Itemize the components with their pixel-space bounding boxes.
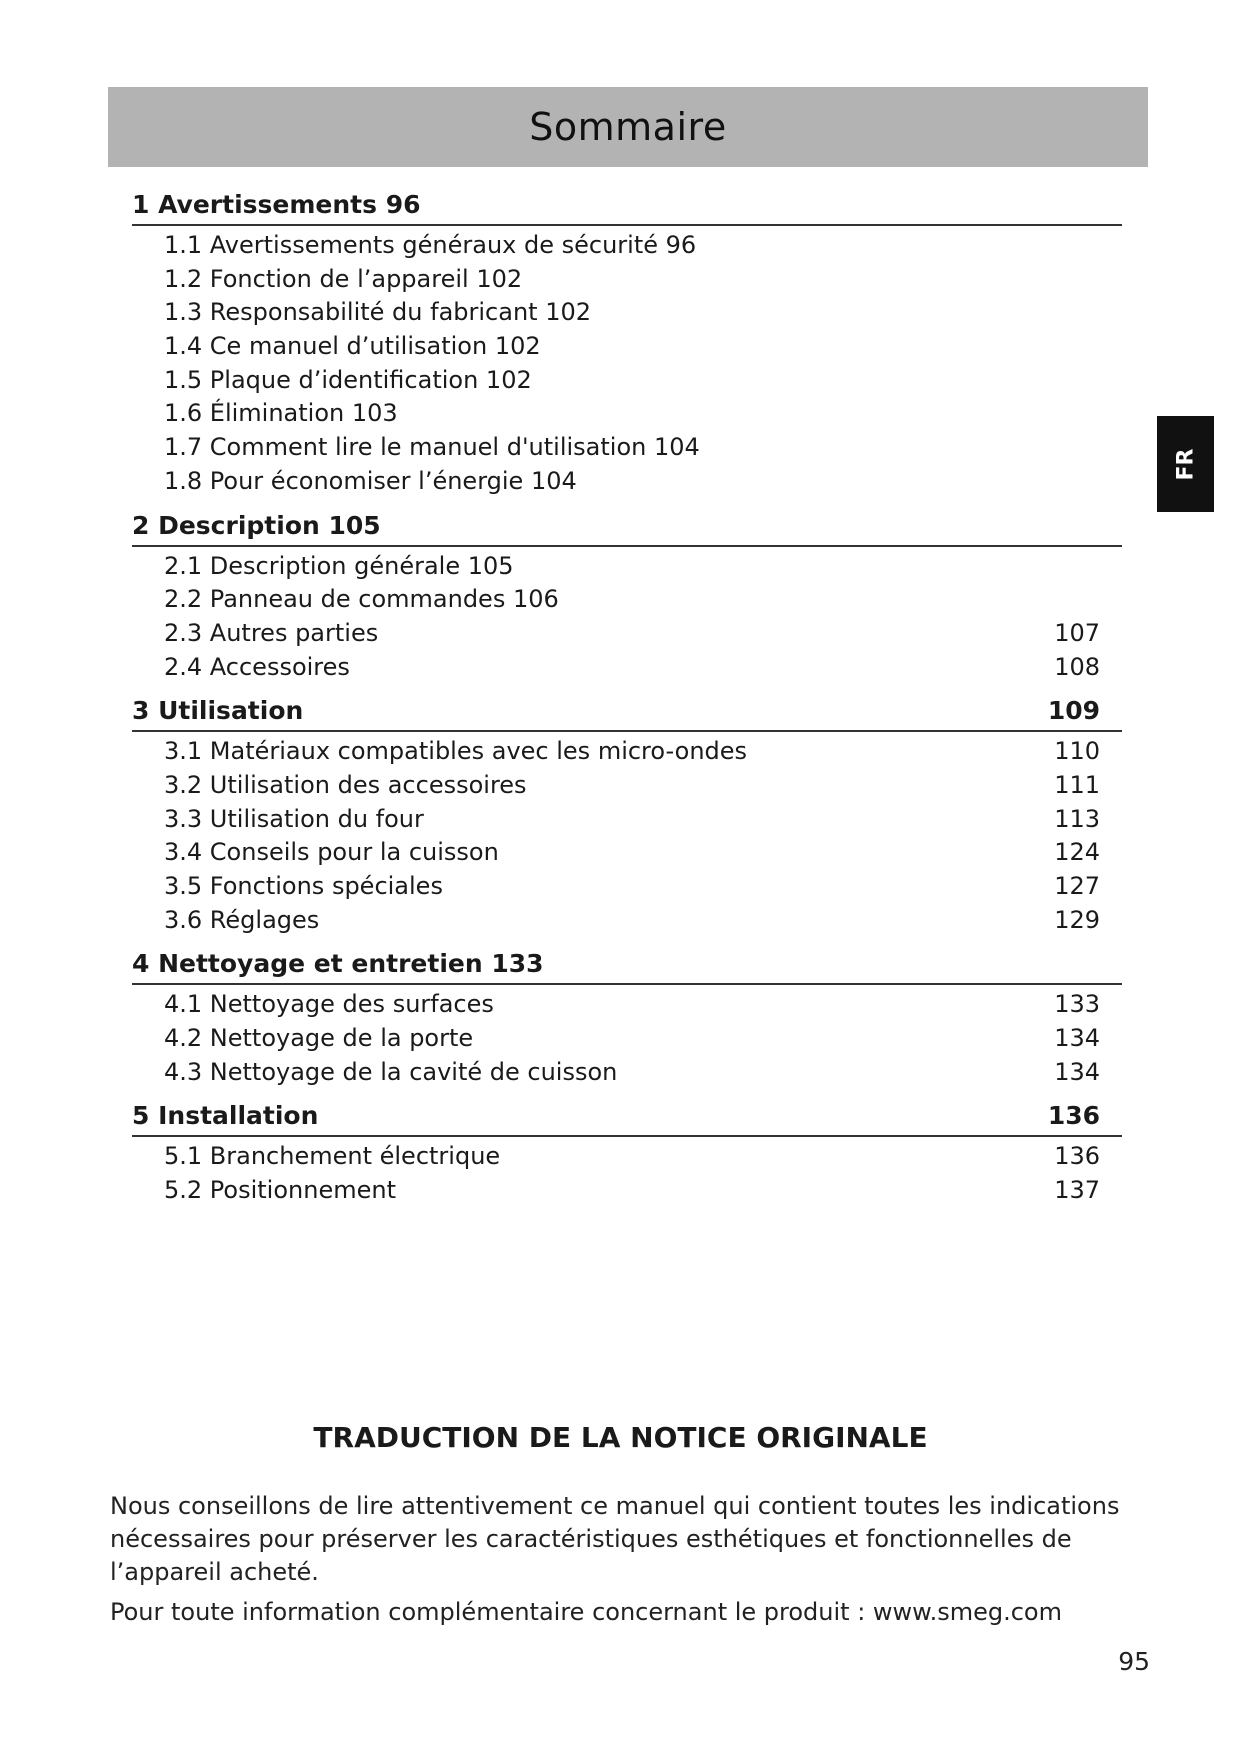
toc-item-label: 1.2 Fonction de l’appareil 102 xyxy=(164,264,523,293)
notice-contact: Pour toute information complémentaire concernant le produit : www.smeg.com xyxy=(110,1598,1062,1626)
toc-item-page xyxy=(1100,296,1122,330)
toc-item-label: 4.2 Nettoyage de la porte xyxy=(164,1024,474,1053)
toc-item-page xyxy=(1100,465,1122,499)
toc-item-label: 3.4 Conseils pour la cuisson xyxy=(164,838,499,867)
toc-item-page: 107 xyxy=(1054,618,1100,647)
toc-item[interactable] xyxy=(132,836,1122,870)
toc-item-page: 133 xyxy=(1054,990,1100,1019)
toc-item-page: 111 xyxy=(1054,770,1100,799)
notice-body: Nous conseillons de lire attentivement ce manuel qui contient toutes les indications nécessaires pour préserver les caractéristiques esthétiques et fonctionnelles de l’appareil acheté. xyxy=(110,1492,1120,1586)
toc-section-title: 3 Utilisation xyxy=(132,696,304,726)
toc-section-page: 136 xyxy=(1047,1101,1100,1131)
toc-item-label: 1.5 Plaque d’identification 102 xyxy=(164,365,532,394)
toc-item[interactable] xyxy=(132,465,1122,499)
toc-item[interactable] xyxy=(132,1022,1122,1056)
toc-item-page xyxy=(1100,431,1122,465)
toc-item-label: 5.2 Positionnement xyxy=(164,1176,396,1205)
toc-item-label: 1.1 Avertissements généraux de sécurité 96 xyxy=(164,231,697,259)
toc-section xyxy=(132,945,1122,1089)
toc-section xyxy=(132,507,1122,685)
toc-item[interactable] xyxy=(132,330,1122,364)
toc-item-label: 1.3 Responsabilité du fabricant 102 xyxy=(164,298,592,327)
toc-item[interactable] xyxy=(132,1056,1122,1090)
language-tab xyxy=(1157,416,1214,512)
toc-item-page: 134 xyxy=(1054,1057,1100,1086)
toc-item[interactable] xyxy=(132,735,1122,769)
notice-heading: TRADUCTION DE LA NOTICE ORIGINALE xyxy=(313,1421,928,1454)
toc-item-list xyxy=(132,226,1122,499)
toc-section-page: 109 xyxy=(1047,696,1100,726)
toc-item-list xyxy=(132,985,1122,1089)
toc-item-page: 129 xyxy=(1054,905,1100,934)
toc-item-page: 134 xyxy=(1054,1024,1100,1053)
toc-item-page: 110 xyxy=(1054,737,1100,766)
page-title: Sommaire xyxy=(529,105,727,149)
toc-item-page xyxy=(1100,364,1122,398)
toc-item-label: 1.8 Pour économiser l’énergie 104 xyxy=(164,466,577,495)
toc-section-title: 1 Avertissements 96 xyxy=(132,190,421,219)
toc-item-label: 2.1 Description générale 105 xyxy=(164,551,514,580)
toc-section xyxy=(132,1097,1122,1207)
toc-section-heading[interactable] xyxy=(132,692,1122,732)
toc-item-label: 2.2 Panneau de commandes 106 xyxy=(164,585,559,614)
toc-section-title: 4 Nettoyage et entretien 133 xyxy=(132,949,544,979)
toc-item-page: 108 xyxy=(1054,652,1100,681)
toc-item[interactable] xyxy=(132,229,1122,263)
title-bar xyxy=(108,87,1148,167)
toc-item-label: 3.6 Réglages xyxy=(164,905,320,934)
toc-item-label: 3.1 Matériaux compatibles avec les micro-ondes xyxy=(164,737,748,766)
toc-item-label: 3.5 Fonctions spéciales xyxy=(164,872,443,900)
toc-item-page: 136 xyxy=(1054,1142,1100,1171)
toc-item-label: 3.3 Utilisation du four xyxy=(164,804,424,833)
toc-item[interactable] xyxy=(132,431,1122,465)
toc-item[interactable] xyxy=(132,988,1122,1022)
toc-item-label: 1.4 Ce manuel d’utilisation 102 xyxy=(164,332,541,361)
toc-section-heading[interactable] xyxy=(132,945,1122,985)
toc-item-page xyxy=(1100,397,1122,431)
toc-item[interactable] xyxy=(132,263,1122,297)
toc-item-list xyxy=(132,1137,1122,1207)
toc-section xyxy=(132,692,1122,937)
toc-item[interactable] xyxy=(132,1140,1122,1174)
toc-item-page: 113 xyxy=(1054,804,1100,833)
language-tab-label: FR xyxy=(1173,448,1198,480)
toc-item[interactable] xyxy=(132,769,1122,803)
toc-item-list xyxy=(132,732,1122,937)
toc-item[interactable] xyxy=(132,651,1122,685)
toc-item[interactable] xyxy=(132,397,1122,431)
toc-item[interactable] xyxy=(132,617,1122,651)
toc-item[interactable] xyxy=(132,904,1122,938)
toc-section-heading[interactable] xyxy=(132,507,1122,547)
toc-item-label: 1.7 Comment lire le manuel d'utilisation 104 xyxy=(164,433,700,462)
toc-item[interactable] xyxy=(132,583,1122,617)
toc-item[interactable] xyxy=(132,296,1122,330)
toc-item-label: 4.1 Nettoyage des surfaces xyxy=(164,990,494,1019)
page-number: 95 xyxy=(1118,1647,1150,1676)
toc-item-page: 137 xyxy=(1054,1176,1100,1205)
toc-item-list xyxy=(132,547,1122,685)
toc-item-page xyxy=(1100,583,1122,617)
toc-item-label: 4.3 Nettoyage de la cavité de cuisson xyxy=(164,1057,618,1086)
toc-item-page: 124 xyxy=(1054,838,1100,867)
toc-item-label: 3.2 Utilisation des accessoires xyxy=(164,770,527,799)
toc-item[interactable] xyxy=(132,550,1122,584)
toc-item[interactable] xyxy=(132,1174,1122,1208)
toc-item-label: 1.6 Élimination 103 xyxy=(164,399,398,428)
toc-item-page xyxy=(1100,263,1122,297)
toc-item-page xyxy=(1100,229,1122,263)
toc-item[interactable] xyxy=(132,803,1122,837)
toc-item-label: 2.3 Autres parties xyxy=(164,618,379,647)
toc-section-heading[interactable] xyxy=(132,1097,1122,1137)
table-of-contents xyxy=(132,186,1122,1216)
toc-item-label: 2.4 Accessoires xyxy=(164,652,350,681)
toc-item[interactable] xyxy=(132,364,1122,398)
toc-section xyxy=(132,186,1122,499)
toc-item-page: 127 xyxy=(1054,872,1100,900)
toc-item-page xyxy=(1100,330,1122,364)
toc-section-title: 5 Installation xyxy=(132,1101,319,1131)
toc-section-heading[interactable] xyxy=(132,186,1122,226)
toc-item-label: 5.1 Branchement électrique xyxy=(164,1142,501,1171)
toc-item-page xyxy=(1100,550,1122,584)
toc-item[interactable] xyxy=(132,870,1122,904)
toc-section-title: 2 Description 105 xyxy=(132,510,381,540)
